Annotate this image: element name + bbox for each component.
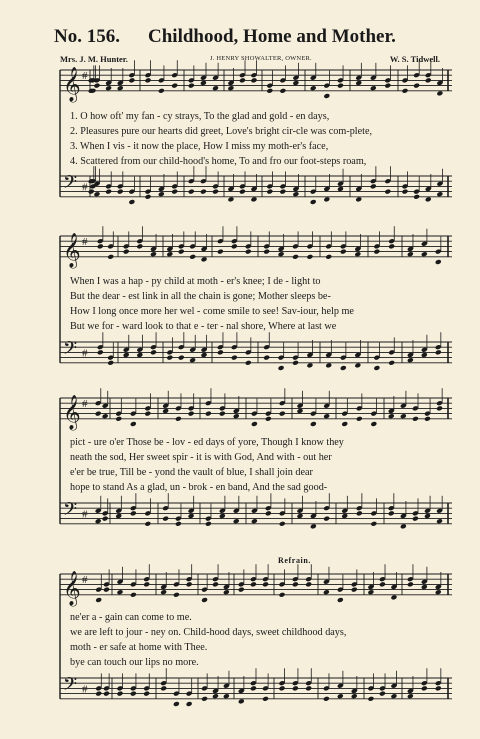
note-head — [251, 421, 258, 427]
note-head — [263, 249, 270, 255]
note-head — [239, 77, 246, 83]
sharp-icon: # — [82, 683, 88, 696]
note-head — [144, 521, 151, 527]
note-head — [402, 88, 409, 94]
note-head — [388, 510, 395, 516]
note-head — [233, 413, 240, 419]
note-head — [117, 85, 124, 91]
note-head — [200, 80, 207, 86]
note-head — [238, 587, 245, 593]
note-head — [250, 685, 257, 691]
note-head — [262, 696, 269, 702]
note-head — [88, 189, 95, 195]
note-head — [105, 189, 112, 195]
note-head — [162, 408, 169, 414]
lyricist-credit: Mrs. J. M. Hunter. — [60, 54, 128, 64]
note-head — [337, 693, 344, 699]
note-head — [145, 77, 152, 83]
note-head — [205, 411, 212, 417]
note-head — [384, 189, 391, 195]
note-head — [233, 518, 240, 524]
lyric-line: 1. O how oft' my fan - cy strays, To the glad and gold - en days, — [70, 111, 330, 122]
note-head — [107, 254, 114, 260]
hymn-number: No. 156. — [54, 26, 120, 47]
note-head — [340, 249, 347, 255]
note-head — [305, 581, 312, 587]
bass-clef-icon: 𝄢 — [63, 172, 78, 198]
note-head — [150, 349, 157, 355]
note-head — [323, 696, 330, 702]
note-head — [436, 90, 443, 96]
note-head — [251, 518, 258, 524]
note-head — [340, 365, 347, 371]
note-head — [266, 88, 273, 94]
note-head — [435, 349, 442, 355]
lyric-line: hope to stand As a glad, un - brok - en band, And the sad good- — [70, 482, 328, 493]
note-head — [95, 691, 102, 697]
note-head — [173, 592, 180, 598]
note-head — [188, 513, 195, 519]
note-head — [278, 251, 285, 257]
note-head — [379, 581, 386, 587]
note-head — [115, 416, 122, 422]
note-head — [279, 592, 286, 598]
note-head — [188, 189, 195, 195]
note-head — [421, 352, 428, 358]
lyric-line: moth - er safe at home with Thee. — [70, 642, 208, 653]
note-head — [325, 362, 332, 368]
lyric-line: 2. Pleasures pure our hearts did greet, Love's bright cir-cle was com-plete, — [70, 126, 373, 137]
note-head — [136, 243, 143, 249]
composer-credit: W. S. Tidwell. — [389, 54, 440, 64]
note-head — [435, 259, 442, 265]
note-head — [130, 691, 137, 697]
note-head — [424, 513, 431, 519]
note-head — [150, 251, 157, 257]
sharp-icon: # — [82, 398, 88, 411]
note-head — [421, 584, 428, 590]
note-head — [201, 696, 208, 702]
note-head — [266, 189, 273, 195]
note-head — [173, 701, 180, 707]
note-head — [97, 349, 104, 355]
note-head — [103, 587, 110, 593]
sharp-icon: # — [82, 574, 88, 587]
note-head — [323, 516, 330, 522]
note-head — [130, 510, 137, 516]
sharp-icon: # — [82, 236, 88, 249]
note-head — [166, 355, 173, 361]
note-head — [102, 516, 109, 522]
note-head — [306, 254, 313, 260]
note-head — [175, 521, 182, 527]
note-head — [370, 85, 377, 91]
note-head — [245, 360, 252, 366]
note-head — [354, 251, 361, 257]
note-head — [160, 589, 167, 595]
note-head — [227, 85, 234, 91]
note-head — [355, 196, 362, 202]
note-head — [400, 523, 407, 529]
lyric-line: e'er be true, Till be - yond the vault of blue, I shall join dear — [70, 467, 313, 478]
note-head — [435, 589, 442, 595]
note-head — [412, 416, 419, 422]
note-head — [370, 183, 377, 189]
note-head — [250, 196, 257, 202]
note-head — [166, 251, 173, 257]
note-head — [265, 510, 272, 516]
note-head — [351, 587, 358, 593]
lyric-line: bye can touch our lips no more. — [70, 657, 199, 668]
note-head — [436, 191, 443, 197]
note-head — [407, 357, 414, 363]
note-head — [292, 191, 299, 197]
note-head — [171, 189, 178, 195]
treble-clef-icon: 𝄞 — [63, 394, 81, 430]
note-head — [402, 189, 409, 195]
note-head — [188, 83, 195, 89]
sharp-icon: # — [82, 70, 88, 83]
note-head — [337, 597, 344, 603]
note-head — [130, 592, 137, 598]
note-head — [373, 249, 380, 255]
lyric-line: 3. When I vis - it now the place, How I miss my moth-er's face, — [70, 141, 329, 152]
note-head — [143, 691, 150, 697]
note-head — [219, 513, 226, 519]
note-head — [265, 416, 272, 422]
note-head — [400, 413, 407, 419]
note-head — [94, 83, 101, 89]
note-head — [310, 421, 317, 427]
note-head — [323, 413, 330, 419]
note-head — [200, 189, 207, 195]
note-head — [95, 518, 102, 524]
note-head — [158, 88, 165, 94]
note-head — [356, 416, 363, 422]
note-head — [189, 357, 196, 363]
note-head — [323, 196, 330, 202]
note-head — [310, 85, 317, 91]
note-head — [95, 597, 102, 603]
note-head — [201, 256, 208, 262]
note-head — [189, 254, 196, 260]
note-head — [95, 411, 102, 417]
note-head — [425, 77, 432, 83]
note-head — [205, 521, 212, 527]
note-head — [171, 83, 178, 89]
note-head — [278, 365, 285, 371]
treble-clef-icon: 𝄞 — [63, 232, 81, 268]
note-head — [412, 516, 419, 522]
note-head — [292, 80, 299, 86]
note-head — [188, 411, 195, 417]
note-head — [390, 693, 397, 699]
note-head — [407, 581, 414, 587]
note-head — [178, 355, 185, 361]
note-head — [212, 693, 219, 699]
note-head — [262, 581, 269, 587]
note-head — [292, 254, 299, 260]
note-head — [367, 696, 374, 702]
note-head — [337, 186, 344, 192]
note-head — [373, 365, 380, 371]
note-head — [136, 352, 143, 358]
note-head — [413, 83, 420, 89]
note-head — [310, 199, 317, 205]
note-head — [305, 685, 312, 691]
bass-clef-icon: 𝄢 — [63, 674, 78, 700]
lyric-line: ne'er a - gain can come to me. — [70, 612, 192, 623]
lyric-line: But we for - ward look to that e - ter - nal shore, Where at last we — [70, 321, 337, 332]
note-head — [306, 362, 313, 368]
note-head — [297, 408, 304, 414]
note-head — [102, 413, 109, 419]
sharp-icon: # — [82, 347, 88, 360]
note-head — [424, 416, 431, 422]
lyric-line: But the dear - est link in all the chain is gone; Mother sleeps be- — [70, 291, 331, 302]
lyric-line: 4. Scattered from our child-hood's home, To and fro our foot-steps roam, — [70, 156, 367, 167]
note-head — [144, 411, 151, 417]
note-head — [263, 355, 270, 361]
note-head — [325, 254, 332, 260]
note-head — [250, 77, 257, 83]
treble-clef-icon: 𝄞 — [63, 66, 81, 102]
note-head — [388, 360, 395, 366]
note-head — [413, 194, 420, 200]
note-head — [388, 413, 395, 419]
note-head — [115, 513, 122, 519]
note-head — [239, 189, 246, 195]
note-head — [356, 510, 363, 516]
note-head — [145, 194, 152, 200]
note-head — [384, 83, 391, 89]
note-head — [341, 421, 348, 427]
note-head — [217, 249, 224, 255]
note-head — [227, 196, 234, 202]
note-head — [323, 93, 330, 99]
lyric-line: neath the sod, Her sweet spir - it is with God, And with - out her — [70, 452, 332, 463]
note-head — [97, 243, 104, 249]
note-head — [435, 685, 442, 691]
note-head — [355, 80, 362, 86]
note-head — [94, 191, 101, 197]
note-head — [231, 243, 238, 249]
note-head — [337, 83, 344, 89]
note-head — [279, 685, 286, 691]
note-head — [407, 693, 414, 699]
note-head — [388, 243, 395, 249]
note-head — [292, 685, 299, 691]
note-head — [354, 362, 361, 368]
note-head — [219, 411, 226, 417]
note-head — [370, 421, 377, 427]
lyric-line: we are left to jour - ney on. Child-hood days, sweet childhood days, — [70, 627, 347, 638]
treble-clef-icon: 𝄞 — [63, 570, 81, 606]
note-head — [123, 352, 130, 358]
note-head — [310, 523, 317, 529]
lyric-line: pict - ure o'er Those be - lov - ed days of yore, Though I know they — [70, 437, 344, 448]
note-head — [436, 405, 443, 411]
note-head — [421, 685, 428, 691]
note-head — [178, 249, 185, 255]
note-head — [297, 513, 304, 519]
lyric-line: When I was a hap - py child at moth - er's knee; I de - light to — [70, 276, 321, 287]
note-head — [212, 189, 219, 195]
note-head — [117, 189, 124, 195]
note-head — [341, 513, 348, 519]
note-head — [160, 685, 167, 691]
note-head — [223, 693, 230, 699]
note-head — [162, 516, 169, 522]
hymn-title: Childhood, Home and Mother. — [148, 26, 396, 47]
note-head — [175, 416, 182, 422]
note-head — [117, 691, 124, 697]
note-head — [123, 249, 130, 255]
note-head — [186, 701, 193, 707]
note-head — [128, 77, 135, 83]
note-head — [130, 421, 137, 427]
note-head — [436, 518, 443, 524]
note-head — [407, 251, 414, 257]
note-head — [231, 355, 238, 361]
note-head — [217, 349, 224, 355]
sharp-icon: # — [82, 181, 88, 194]
note-head — [128, 199, 135, 205]
note-head — [279, 411, 286, 417]
note-head — [201, 597, 208, 603]
note-head — [292, 581, 299, 587]
note-head — [186, 581, 193, 587]
refrain-label: Refrain. — [278, 556, 312, 565]
note-head — [158, 191, 165, 197]
note-head — [201, 352, 208, 358]
note-head — [143, 581, 150, 587]
note-head — [212, 581, 219, 587]
note-head — [223, 589, 230, 595]
note-head — [421, 251, 428, 257]
note-head — [351, 693, 358, 699]
note-head — [212, 85, 219, 91]
note-head — [370, 521, 377, 527]
note-head — [367, 589, 374, 595]
note-head — [279, 88, 286, 94]
sharp-icon: # — [82, 508, 88, 521]
bass-clef-icon: 𝄢 — [63, 499, 78, 525]
note-head — [379, 691, 386, 697]
note-head — [103, 691, 110, 697]
note-head — [279, 521, 286, 527]
note-head — [279, 189, 286, 195]
note-head — [250, 581, 257, 587]
note-head — [117, 589, 124, 595]
bass-clef-icon: 𝄢 — [63, 338, 78, 364]
note-head — [292, 360, 299, 366]
lyric-line: How I long once more her wel - come smile to see! Sav-iour, help me — [70, 306, 354, 317]
note-head — [323, 589, 330, 595]
owner-credit: J. HENRY SHOWALTER, OWNER. — [210, 55, 312, 62]
note-head — [107, 360, 114, 366]
note-head — [425, 196, 432, 202]
note-head — [105, 85, 112, 91]
note-head — [245, 249, 252, 255]
note-head — [238, 698, 245, 704]
note-head — [390, 594, 397, 600]
